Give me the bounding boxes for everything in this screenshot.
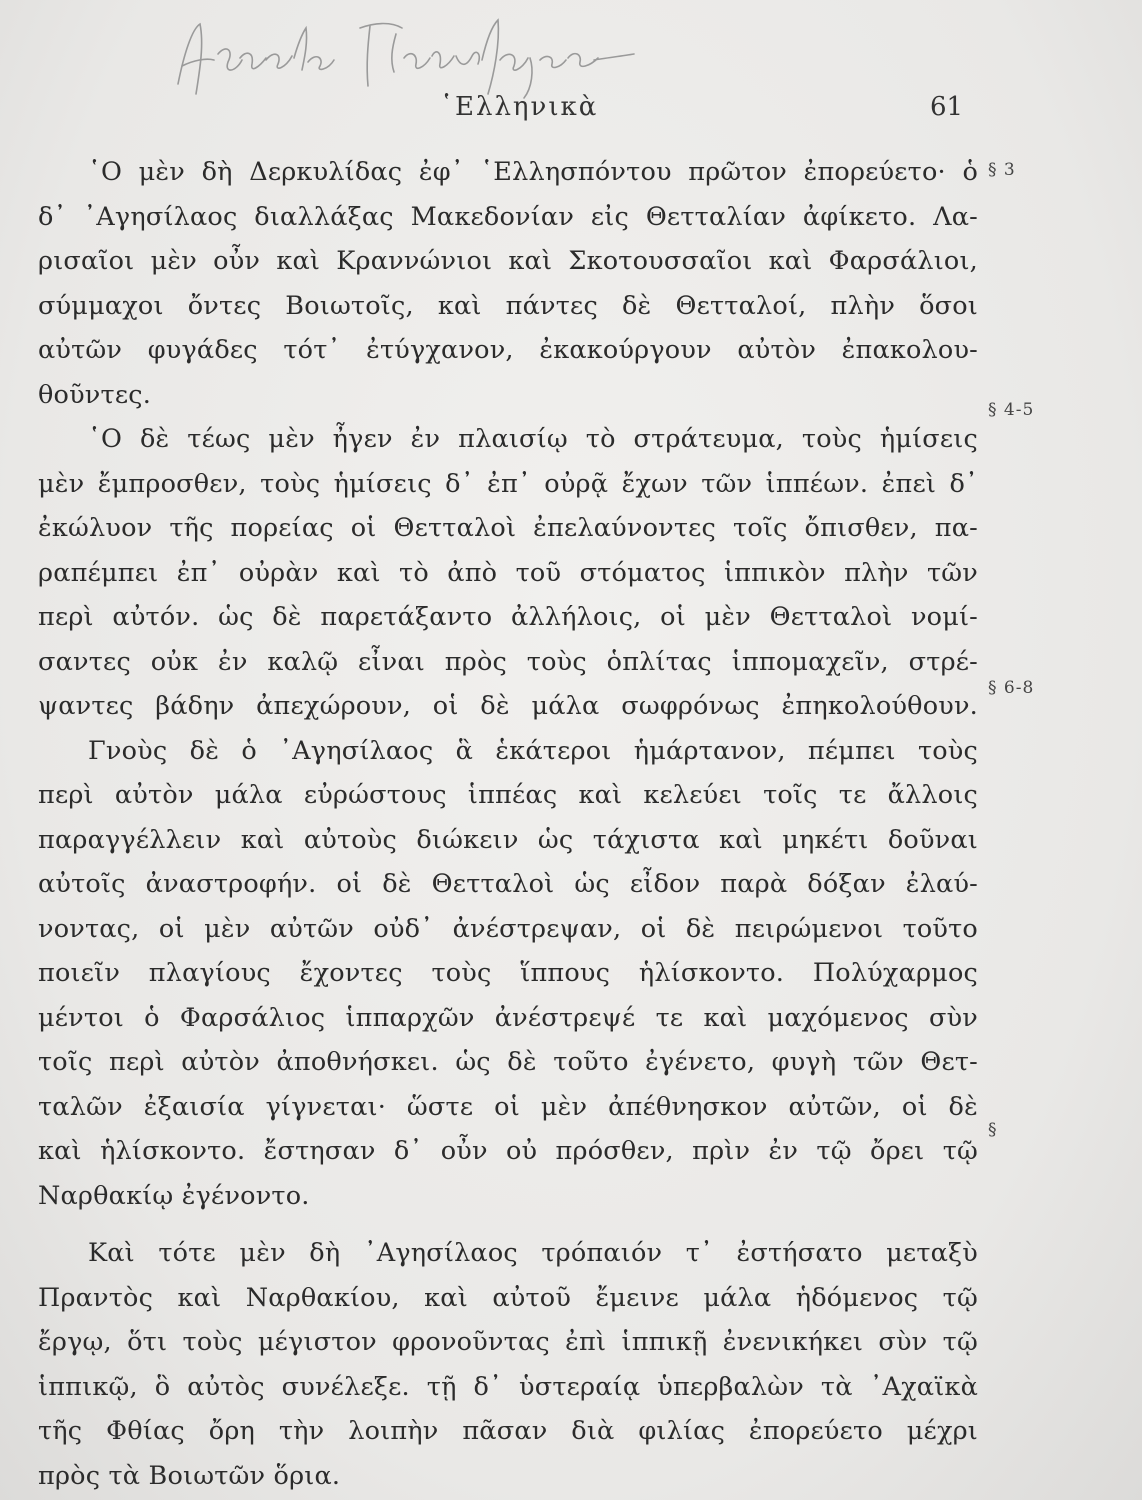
- text-line: ῾Ο δὲ τέως μὲν ἦγεν ἐν πλαισίῳ τὸ στράτευμα, τοὺς ἡμίσεις: [88, 424, 978, 454]
- text-line: αὐτῶν φυγάδες τότ᾽ ἐτύγχανον, ἐκακούργουν αὐτὸν ἐπακολου-: [38, 335, 978, 365]
- text-line: ἔργῳ, ὅτι τοὺς μέγιστον φρονοῦντας ἐπὶ ἱππικῇ ἐνενικήκει σὺν τῷ: [38, 1327, 978, 1357]
- margin-note-section-4-5: § 4-5: [988, 400, 1035, 420]
- text-line: Πραντὸς καὶ Ναρθακίου, καὶ αὐτοῦ ἔμεινε μάλα ἡδόμενος τῷ: [38, 1282, 978, 1313]
- margin-note-section: §: [988, 1120, 998, 1140]
- handwritten-signature: [170, 14, 640, 104]
- text-line: περὶ αὐτόν. ὡς δὲ παρετάξαντο ἀλλήλοις, οἱ μὲν Θετταλοὶ νομί-: [38, 602, 978, 632]
- text-line: μὲν ἔμπροσθεν, τοὺς ἡμίσεις δ᾽ ἐπ᾽ οὐρᾷ ἔχων τῶν ἱππέων. ἐπεὶ δ᾽: [38, 468, 978, 499]
- paragraph-2: [38, 417, 978, 729]
- margin-note-section-6-8: § 6-8: [988, 678, 1035, 698]
- text-line: Ναρθακίῳ ἐγένοντο.: [38, 1180, 310, 1211]
- text-line: Γνοὺς δὲ ὁ ᾽Αγησίλαος ἃ ἑκάτεροι ἡμάρτανον, πέμπει τοὺς: [88, 735, 978, 766]
- text-line: αὐτοῖς ἀναστροφήν. οἱ δὲ Θετταλοὶ ὡς εἶδον παρὰ δόξαν ἐλαύ-: [38, 869, 978, 899]
- text-line: μέντοι ὁ Φαρσάλιος ἱππαρχῶν ἀνέστρεψέ τε καὶ μαχόμενος σὺν: [38, 1002, 978, 1033]
- text-line: σαντες οὐκ ἐν καλῷ εἶναι πρὸς τοὺς ὁπλίτας ἱππομαχεῖν, στρέ-: [38, 646, 978, 677]
- text-line: ραπέμπει ἐπ᾽ οὐρὰν καὶ τὸ ἀπὸ τοῦ στόματος ἱππικὸν πλὴν τῶν: [38, 557, 978, 588]
- text-line: ρισαῖοι μὲν οὖν καὶ Κραννώνιοι καὶ Σκοτουσσαῖοι καὶ Φαρσάλιοι,: [38, 246, 978, 276]
- text-line: ἐκώλυον τῆς πορείας οἱ Θετταλοὶ ἐπελαύνοντες τοῖς ὄπισθεν, πα-: [38, 513, 978, 543]
- text-line: παραγγέλλειν καὶ αὐτοὺς διώκειν ὡς τάχιστα καὶ μηκέτι δοῦναι: [38, 824, 978, 855]
- text-line: Καὶ τότε μὲν δὴ ᾽Αγησίλαος τρόπαιόν τ᾽ ἐστήσατο μεταξὺ: [88, 1238, 978, 1268]
- text-line: θοῦντες.: [38, 379, 152, 410]
- page-number: 61: [930, 92, 964, 122]
- paragraph-1: [38, 150, 978, 417]
- paragraph-4: [38, 1231, 978, 1498]
- text-line: ἱππικῷ, ὃ αὐτὸς συνέλεξε. τῇ δ᾽ ὑστεραίᾳ ὑπερβαλὼν τὰ ᾽Αχαϊκὰ: [38, 1371, 978, 1402]
- text-line: τῆς Φθίας ὄρη τὴν λοιπὴν πᾶσαν διὰ φιλίας ἐπορεύετο μέχρι: [38, 1416, 978, 1446]
- body-text: [38, 150, 978, 1498]
- paragraph-3: [38, 729, 978, 1219]
- text-line: σύμμαχοι ὄντες Βοιωτοῖς, καὶ πάντες δὲ Θετταλοί, πλὴν ὅσοι: [38, 290, 978, 321]
- text-line: τοῖς περὶ αὐτὸν ἀποθνήσκει. ὡς δὲ τοῦτο ἐγένετο, φυγὴ τῶν Θετ-: [38, 1047, 978, 1077]
- text-line: ψαντες βάδην ἀπεχώρουν, οἱ δὲ μάλα σωφρόνως ἐπηκολούθουν.: [38, 691, 978, 721]
- text-line: νοντας, οἱ μὲν αὐτῶν οὐδ᾽ ἀνέστρεψαν, οἱ δὲ πειρώμενοι τοῦτο: [38, 913, 978, 944]
- margin-note-section-3: § 3: [988, 160, 1016, 180]
- text-line: πρὸς τὰ Βοιωτῶν ὅρια.: [38, 1460, 341, 1491]
- text-line: ποιεῖν πλαγίους ἔχοντες τοὺς ἵππους ἡλίσκοντο. Πολύχαρμος: [38, 958, 978, 988]
- text-line: καὶ ἡλίσκοντο. ἔστησαν δ᾽ οὖν οὐ πρόσθεν, πρὶν ἐν τῷ ὄρει τῷ: [38, 1136, 978, 1166]
- paragraph-spacer: [38, 1218, 978, 1231]
- text-line: ῾Ο μὲν δὴ Δερκυλίδας ἐφ᾽ ῾Ελλησπόντου πρῶτον ἐπορεύετο· ὁ: [88, 157, 978, 187]
- text-line: ταλῶν ἐξαισία γίγνεται· ὥστε οἱ μὲν ἀπέθνησκον αὐτῶν, οἱ δὲ: [38, 1091, 978, 1122]
- text-line: δ᾽ ᾽Αγησίλαος διαλλάξας Μακεδονίαν εἰς Θετταλίαν ἀφίκετο. Λα-: [38, 201, 978, 232]
- text-line: περὶ αὐτὸν μάλα εὐρώστους ἱππέας καὶ κελεύει τοῖς τε ἄλλοις: [38, 780, 978, 810]
- running-title: ῾Ελληνικὰ: [440, 92, 599, 122]
